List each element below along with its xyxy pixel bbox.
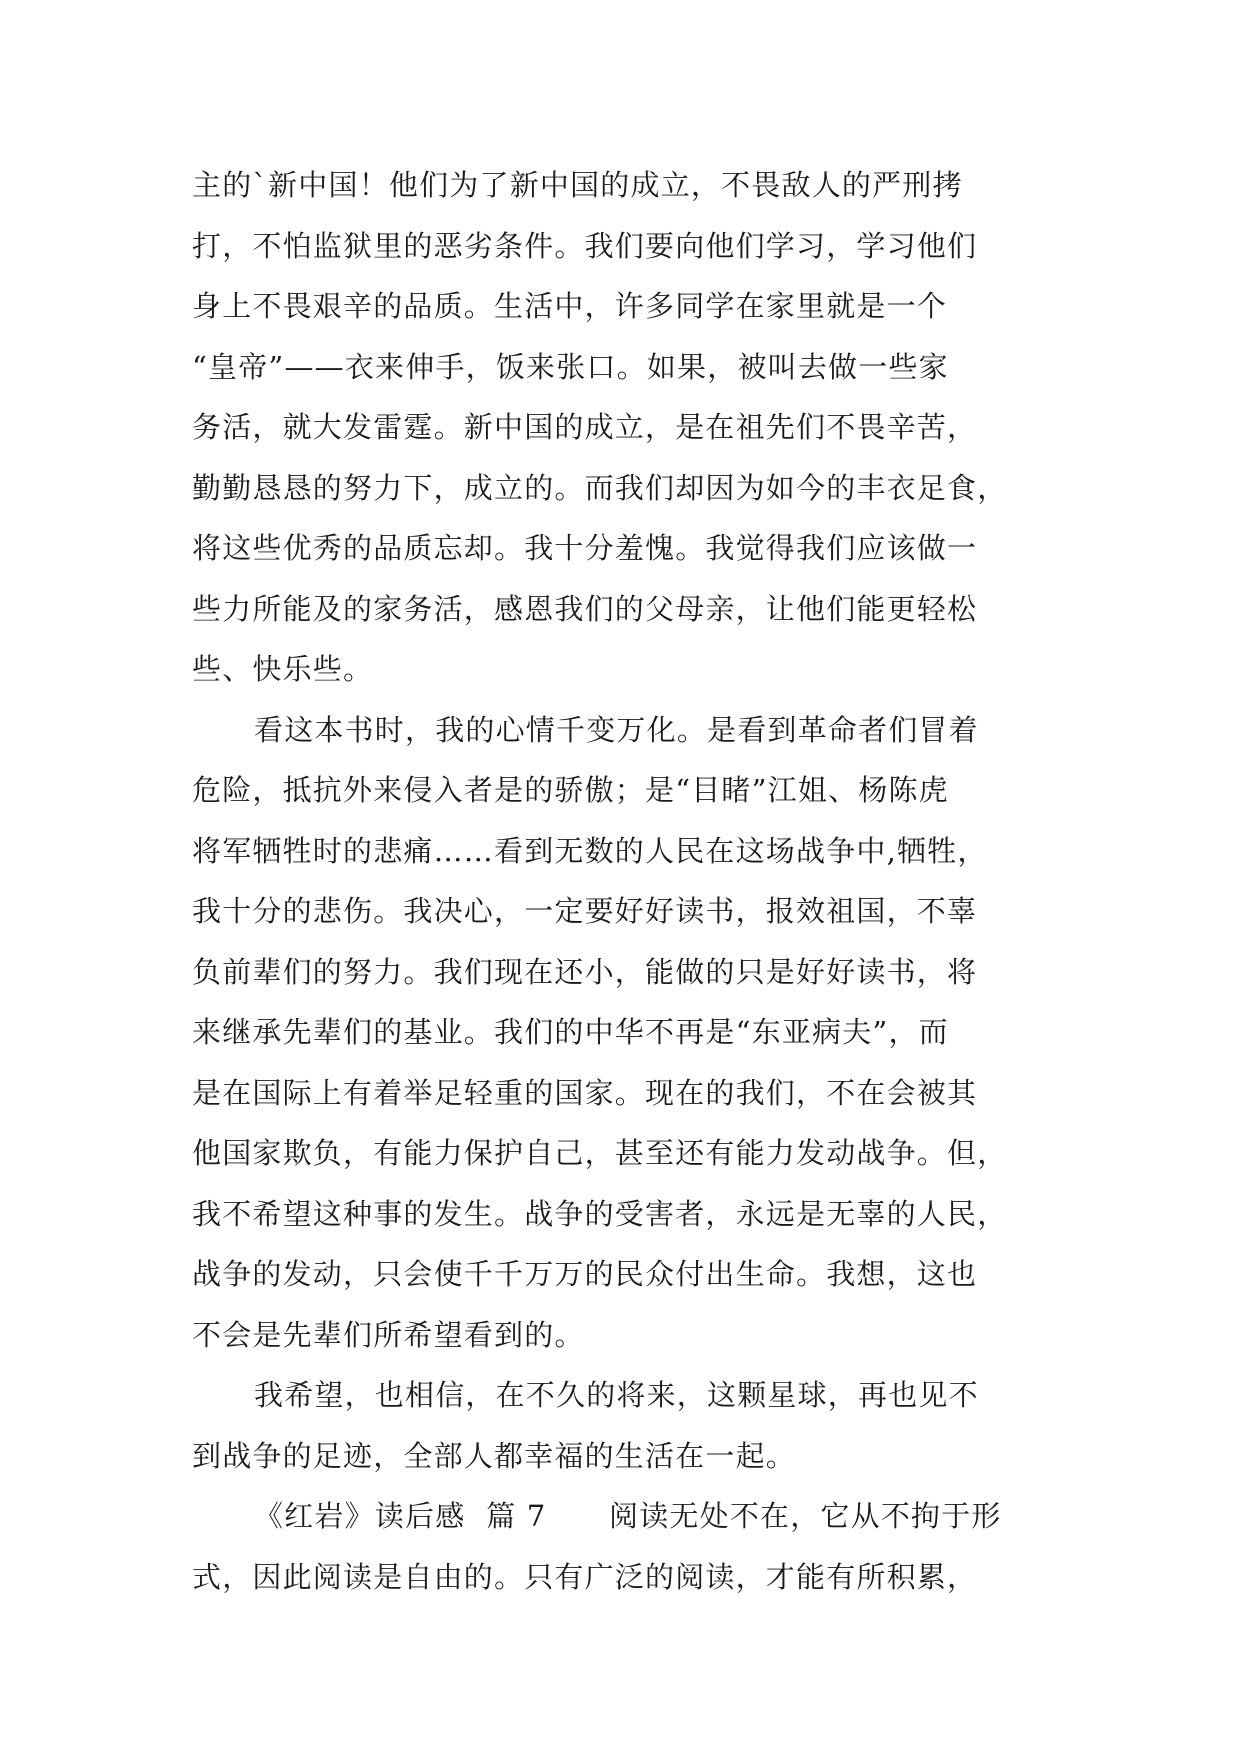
text-line: 来继承先辈们的基业。我们的中华不再是“东亚病夫”，而 — [192, 1015, 949, 1049]
text-line: 危险，抵抗外来侵入者是的骄傲；是“目睹”江姐、杨陈虎 — [192, 773, 949, 807]
text-line: 将这些优秀的品质忘却。我十分羞愧。我觉得我们应该做一 — [192, 531, 978, 565]
paragraph-start-line: 我希望，也相信，在不久的将来，这颗星球，再也见不 — [254, 1378, 979, 1412]
text-line: 我不希望这种事的发生。战争的受害者，永远是无辜的人民， — [192, 1196, 1008, 1231]
text-line: 主的`新中国！他们为了新中国的成立，不畏敌人的严刑拷 — [192, 168, 963, 202]
text-line: 身上不畏艰辛的品质。生活中，许多同学在家里就是一个 — [192, 289, 948, 323]
text-line: 到战争的足迹，全部人都幸福的生活在一起。 — [192, 1438, 797, 1473]
text-line: 不会是先辈们所希望看到的。 — [192, 1317, 585, 1352]
paragraph-start-line: 看这本书时，我的心情千变万化。是看到革命者们冒着 — [254, 712, 979, 747]
text-line: 打，不怕监狱里的恶劣条件。我们要向他们学习，学习他们 — [192, 228, 978, 263]
text-line: 将军牺牲时的悲痛……看到无数的人民在这场战争中,牺牲， — [192, 833, 988, 868]
text-line: 些、快乐些。 — [192, 652, 374, 686]
text-line: 式，因此阅读是自由的。只有广泛的阅读，才能有所积累， — [192, 1559, 978, 1594]
text-line: “皇帝”——衣来伸手，饭来张口。如果，被叫去做一些家 — [192, 349, 949, 384]
text-line: 他国家欺负，有能力保护自己，甚至还有能力发动战争。但， — [192, 1136, 1008, 1170]
section-heading-line: 《红岩》读后感 篇 7 阅读无处不在，它从不拘于形 — [254, 1499, 1002, 1533]
text-line: 务活，就大发雷霆。新中国的成立，是在祖先们不畏辛苦， — [192, 410, 978, 444]
text-line: 我十分的悲伤。我决心，一定要好好读书，报效祖国，不辜 — [192, 894, 978, 928]
text-line: 是在国际上有着举足轻重的国家。现在的我们，不在会被其 — [192, 1075, 978, 1110]
text-line: 勤勤恳恳的努力下，成立的。而我们却因为如今的丰衣足食， — [192, 470, 1008, 505]
text-line: 些力所能及的家务活，感恩我们的父母亲，让他们能更轻松 — [192, 591, 978, 626]
body-text — [192, 155, 1050, 1607]
text-line: 负前辈们的努力。我们现在还小，能做的只是好好读书，将 — [192, 954, 978, 989]
text-line: 战争的发动，只会使千千万万的民众付出生命。我想，这也 — [192, 1257, 978, 1291]
